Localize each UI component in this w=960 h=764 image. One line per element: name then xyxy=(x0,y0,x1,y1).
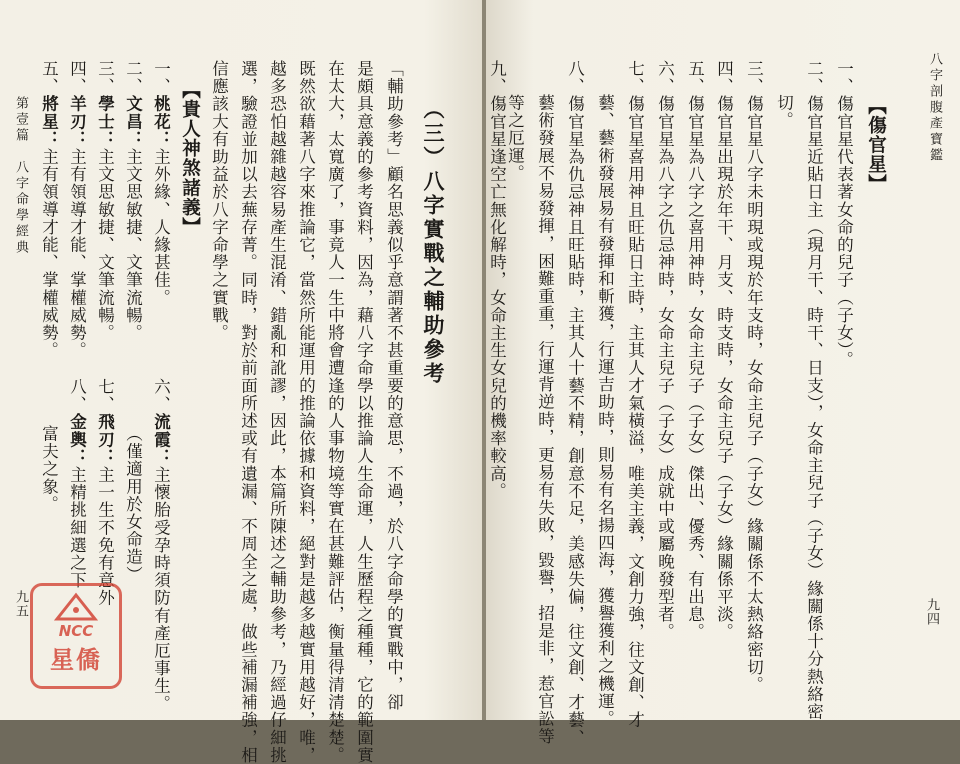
item-desc: 主文思敏捷、文筆流暢。 xyxy=(95,148,115,342)
running-head: 八字剖腹產寶鑑 xyxy=(927,52,942,164)
text-line: 等之厄運。 xyxy=(505,94,525,182)
watermark-seal xyxy=(30,583,122,689)
paragraph-line: 在太大，太寬廣了，事竟人一生中將會遭逢的人事物境等實在甚難評估，衡量得清清楚楚。 xyxy=(325,60,345,764)
item-desc: 主懷胎受孕時須防有產厄事生。 xyxy=(151,466,171,713)
paragraph-line: 「輔助參考」顧名思義似乎意謂著不甚重要的意思，不過，於八字命學的實戰中，卻 xyxy=(384,60,404,712)
item-term: 桃花： xyxy=(151,95,171,149)
item-desc: 主文思敏捷、文筆流暢。 xyxy=(123,148,143,342)
list-item xyxy=(152,60,169,306)
list-item xyxy=(124,60,141,342)
section-title-fuzhu: （三）八字實戰之輔助參考 xyxy=(421,98,446,386)
item-number: 八、 xyxy=(67,378,87,414)
item-term: 羊刃： xyxy=(67,95,87,149)
page-number-95: 九五 xyxy=(13,590,28,619)
paragraph-line: 越多恐怕越雜越容易產生混淆、錯亂和訛謬，因此，本篇所陳述之輔助參考，乃經過仔細挑 xyxy=(267,60,287,764)
subsection-title-shensha: 【貴人神煞諸義】 xyxy=(179,80,201,237)
item-term: 流霞： xyxy=(151,413,171,467)
text-line: 七、傷官星喜用神且旺貼日主時，主其人才氣橫溢，唯美主義，文創力強，往文創、才 xyxy=(625,60,645,729)
list-item xyxy=(96,60,113,342)
text-line: 八、傷官星為仇忌神且旺貼時，主其人十藝不精，創意不足，美感失偏，往文創、才藝、 xyxy=(565,60,585,747)
seal-name: 星僑 xyxy=(50,646,102,674)
text-line: 六、傷官星為八字之仇忌神時，女命主兒子（子女）成就中或屬晚發型者。 xyxy=(655,60,675,641)
list-item xyxy=(40,60,57,359)
running-foot: 第壹篇 八字命學經典 xyxy=(13,96,28,256)
list-item xyxy=(96,378,113,607)
paragraph-line: 信應該大有助益於八字命學之實戰。 xyxy=(209,60,229,342)
text-line: 五、傷官星為八字之喜用神時，女命主兒子（子女）傑出、優秀、有出息。 xyxy=(685,60,705,641)
list-item xyxy=(68,60,85,359)
item-number: 三、 xyxy=(95,60,115,96)
item-number: 二、 xyxy=(123,60,143,96)
text-line: 九、傷官星逢空亡無化解時，女命主生女兒的機率較高。 xyxy=(487,60,507,500)
item-desc: 主外緣、人緣甚佳。 xyxy=(151,148,171,307)
item-term: 金輿： xyxy=(67,413,87,467)
text-line: 藝、藝術發展易有發揮和斬獲，行運吉助時，則易有名揚四海，獲譽獲利之機運。 xyxy=(595,94,615,728)
item-term: 學士： xyxy=(95,95,115,149)
item-number: 五、 xyxy=(39,60,59,96)
text-line: 藝術發展不易發揮，困難重重，行運背逆時，更易有失敗，毀譽，招是非，惹官訟等 xyxy=(535,94,555,746)
list-item-note: 富夫之象。 xyxy=(39,425,59,513)
text-line: 切。 xyxy=(774,94,794,130)
item-desc: 主精挑細選之下 xyxy=(67,466,87,590)
item-number: 一、 xyxy=(151,60,171,96)
item-desc: 主一生不免有意外 xyxy=(95,466,115,607)
paragraph-line: 是頗具意義的參考資料，因為，藉八字命學以推論人生命運，人生歷程之種種，它的範圍實 xyxy=(354,60,374,764)
item-term: 文昌： xyxy=(123,95,143,149)
text-line: 一、傷官星代表著女命的兒子（子女）。 xyxy=(834,60,854,369)
item-number: 六、 xyxy=(151,378,171,414)
text-line: 三、傷官星八字未明現或現於年支時，女命主兒子（子女）緣關係不太熱絡密切。 xyxy=(744,60,764,694)
item-number: 四、 xyxy=(67,60,87,96)
section-title-shangguan: 【傷官星】 xyxy=(865,96,887,194)
item-term: 飛刃： xyxy=(95,413,115,467)
book-gutter xyxy=(482,0,486,720)
paragraph-line: 選，驗證並加以去蕪存菁。同時，對於前面所述或有遺漏、不周全之處，做些補漏補強，相 xyxy=(238,60,258,764)
text-line: 二、傷官星近貼日主（現月干、時干、日支），女命主兒子（子女）緣關係十分熱絡密 xyxy=(804,60,824,721)
list-item xyxy=(152,378,169,712)
item-number: 七、 xyxy=(95,378,115,414)
paragraph-line: 既然欲藉著八字來推論它，當然所能運用的推論依據和資料，絕對是越多越實用越好，唯， xyxy=(296,60,316,764)
seal-mark-icon xyxy=(54,592,98,622)
page-number-94: 九四 xyxy=(924,598,939,627)
list-item xyxy=(68,378,85,589)
text-line: 四、傷官星出現於年干、月支、時支時，女命主兒子（子女）緣關係平淡。 xyxy=(714,60,734,641)
item-term: 將星： xyxy=(39,95,59,149)
seal-abbr: NCC xyxy=(58,622,94,640)
list-item-note: （僅適用於女命造） xyxy=(123,425,143,584)
item-desc: 主有領導才能、掌權威勢。 xyxy=(39,148,59,360)
item-desc: 主有領導才能、掌權威勢。 xyxy=(67,148,87,360)
